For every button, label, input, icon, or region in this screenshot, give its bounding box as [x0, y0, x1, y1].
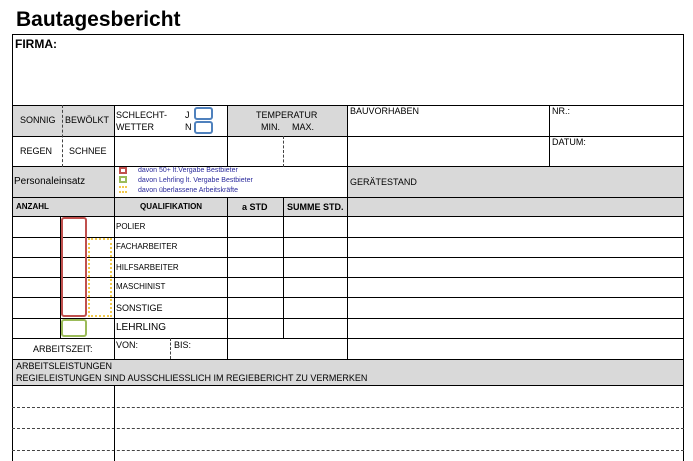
temperatur-label: TEMPERATUR: [256, 110, 318, 120]
arbeitsleistungen-label: ARBEITSLEISTUNGEN: [16, 361, 113, 371]
bauvorhaben-label: BAUVORHABEN: [350, 106, 420, 116]
anzahl-ueberlassene-field[interactable]: [88, 238, 112, 317]
qualifikation-header: QUALIFIKATION: [140, 202, 203, 211]
firma-label: FIRMA:: [15, 37, 57, 51]
personaleinsatz-label: Personaleinsatz: [14, 176, 86, 187]
arbeitszeit-label: ARBEITSZEIT:: [33, 344, 93, 354]
anzahl-header: ANZAHL: [16, 202, 49, 211]
schlechtwetter-label-1: SCHLECHT-: [116, 110, 168, 120]
nein-label: N: [185, 122, 192, 132]
legend-50plus-text: davon 50+ lt.Vergabe Bestbieter: [138, 167, 238, 174]
page-title: Bautagesbericht: [16, 8, 181, 31]
legend-yellow-swatch: [119, 186, 127, 193]
legend-red-swatch: [119, 167, 127, 174]
legend-green-swatch: [119, 176, 127, 183]
schlechtwetter-nein-checkbox[interactable]: [194, 121, 213, 134]
qualifikation-facharbeiter: FACHARBEITER: [116, 242, 178, 251]
geraetestand-label: GERÄTESTAND: [350, 177, 417, 187]
nr-label: NR.:: [552, 106, 570, 116]
anzahl-lehrling-field[interactable]: [61, 319, 87, 337]
qualifikation-polier: POLIER: [116, 222, 146, 231]
qualifikation-maschinist: MASCHINIST: [116, 282, 166, 291]
a-std-header: a STD: [242, 202, 268, 212]
schlechtwetter-label-2: WETTER: [116, 122, 154, 132]
weather-bewoelkt-label: BEWÖLKT: [65, 115, 110, 125]
weather-regen-label: REGEN: [20, 146, 53, 156]
arbeitszeit-von-label: VON:: [116, 340, 139, 350]
weather-schnee-label: SCHNEE: [69, 146, 107, 156]
temperatur-min-label: MIN.: [261, 122, 280, 132]
anzahl-50plus-field[interactable]: [61, 217, 87, 317]
ja-label: J: [185, 110, 190, 120]
datum-label: DATUM:: [552, 137, 586, 147]
qualifikation-sonstige: SONSTIGE: [116, 303, 163, 313]
temperatur-max-label: MAX.: [292, 122, 315, 132]
weather-sonnig-label: SONNIG: [20, 115, 56, 125]
legend-lehrling-text: davon Lehrling lt. Vergabe Bestbieter: [138, 177, 253, 184]
qualifikation-lehrling: LEHRLING: [116, 322, 167, 333]
regieleistungen-note: REGIELEISTUNGEN SIND AUSSCHLIESSLICH IM REGIEBERICHT ZU VERMERKEN: [16, 373, 368, 383]
arbeitszeit-bis-label: BIS:: [174, 340, 192, 350]
legend-ueberlassene-text: davon überlassene Arbeitskräfte: [138, 187, 239, 194]
summe-std-header: SUMME STD.: [287, 202, 344, 212]
qualifikation-hilfsarbeiter: HILFSARBEITER: [116, 263, 179, 272]
schlechtwetter-ja-checkbox[interactable]: [194, 107, 213, 120]
form-frame: [12, 34, 684, 461]
